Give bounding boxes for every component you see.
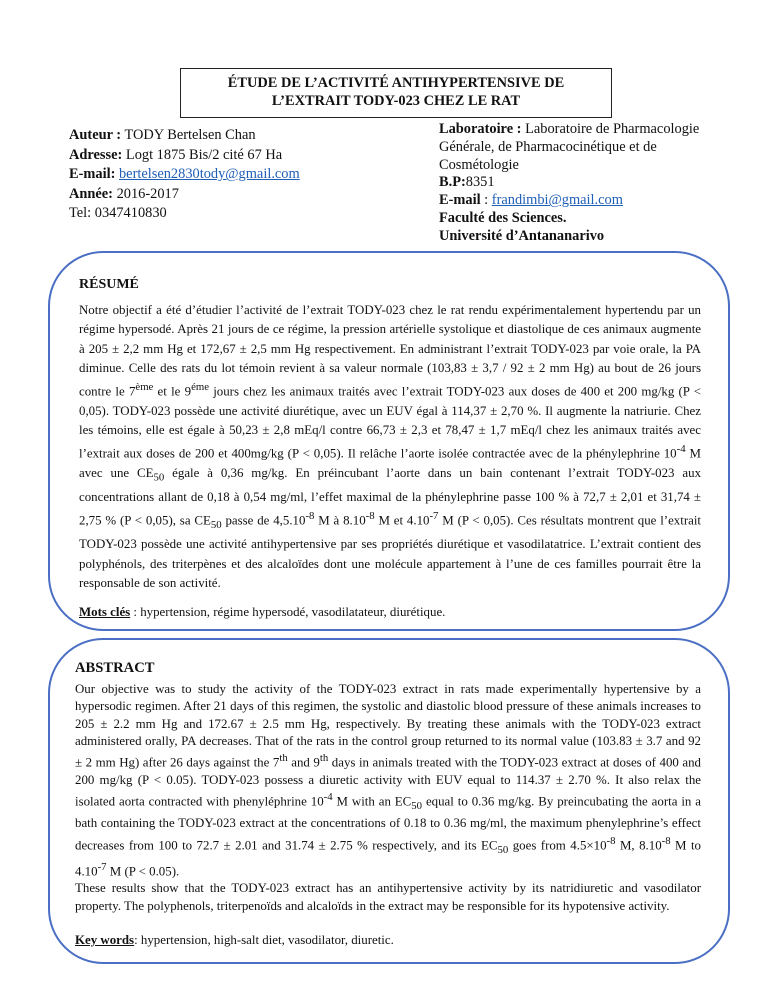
bp-value: 8351 (465, 174, 495, 191)
bp-label: B.P: (439, 174, 466, 191)
title-line-2: L’EXTRAIT TODY-023 CHEZ LE RAT (271, 93, 521, 109)
year-value: 2016-2017 (116, 185, 179, 202)
lab-info (439, 121, 729, 246)
lab-label: Laboratoire : (439, 121, 522, 137)
lab-line (439, 121, 729, 174)
author-name: TODY Bertelsen Chan (124, 127, 256, 143)
resume-keywords-label: Mots clés (79, 605, 131, 620)
resume-box (48, 251, 730, 631)
tel-line: Tel: 0347410830 (69, 205, 167, 221)
address-label: Adresse: (69, 146, 123, 163)
address-value: Logt 1875 Bis/2 cité 67 Ha (125, 146, 283, 163)
lab-email-line (439, 192, 729, 210)
resume-text: Notre objectif a été d’étudier l’activité de l’extrait TODY-023 chez le rat rendu expérimentalement hypertendu par un régime hypersodé. Après 21 jours de ce régime, la pression artérielle systolique et diastolique de ces animaux augmente à 205 ± 2,2 mm Hg et 172,67 ± 2,5 mm Hg respectivement. En administrant l’extrait TODY-023 par voie orale, la PA diminue. Celle des rats du lot témoin revient à sa valeur normale (103,83 ± 3,7 / 92 ± 2 mm Hg) au bout de 26 jours contre le 7ème et le $9^{éme}$ jours chez les animaux traités avec l’extrait TODY-023 aux doses de 400 et 200 mg/kg (P < 0,05). TODY-023 possède une activité diurétique, avec un EUV égal à 114,37 ± 2,70 %. Il augmente la natriurie. Chez les témoins, elle est égale à 50,23 ± 2,8 mEq/l contre 66,73 ± 2,3 et 78,47 ± 1,7 mEq/l chez les animaux traités avec l’extrait aux doses de 200 et 400mg/kg (P < 0,05). Il relâche l’aorte isolée contractée avec de la phénylephrine $10^{-4}$ M avec une $CE_{50}$ égale à 0,36 mg/kg. En préincubant l’aorte dans un bain contenant l’extrait TODY-023 aux concentrations allant de 0,18 à 0,54 mg/ml, l’effet maximal de la phénylephrine passe 100 % à 72,7 ± 2,01 et 31,74 ± 2,75 % (P < 0,05), sa $CE_{50}$ passe de $4,5.10^{-8}$ M à $8.10^{-8}$ M et $4.10^{-7}$ M (P < 0,05). Ces résultats montrent que l’extrait TODY-023 possède une activité antihypertensive par ses propriétés diurétique et vasodilatatrice. L’extrait contient des polyphénols, des triterpènes et des alcaloïdes dont une molécule appartement à l’une de ces familles pourrait être la responsable de son activité. (79, 303, 702, 590)
resume-keywords (79, 603, 701, 622)
abstract-keywords-text: : hypertension, high-salt diet, vasodilator, diuretic. (134, 932, 394, 947)
year-label: Année: (69, 185, 113, 202)
abstract-box (48, 638, 730, 964)
bp-line (439, 174, 729, 192)
abstract-conclusion: These results show that the TODY-023 extract has an antihypertensive activity by its natridiuretic and vasodilator property. The polyphenols, triterpenoïds and alcaloïds in the extract may be responsible for its hypotensive activity. (75, 881, 701, 913)
lab-name: Laboratoire de Pharmacologie Générale, de Pharmacocinétique et de Cosmétologie (439, 121, 700, 173)
abstract-keywords (75, 932, 701, 949)
lab-email-sep: : (480, 192, 492, 209)
title-line-1: ÉTUDE DE L’ACTIVITÉ ANTIHYPERTENSIVE DE (227, 75, 565, 91)
lab-email-label: E-mail (439, 192, 481, 209)
resume-keywords-text: : hypertension, régime hypersodé, vasodilatateur, diurétique. (130, 605, 446, 620)
university: Université d’Antananarivo (439, 227, 605, 244)
abstract-text: Our objective was to study the activity of the TODY-023 extract in rats made experimentally hypertensive by a hypersodic regimen. After 21 days of this regimen, the systolic and diastolic blood pressure of these animals increases to 205 ± 2.2 mm Hg and 172.67 ± 2.5 mm Hg, respectively. By treating these animals with the TODY-023 extract administered orally, PA decreases. That of the rats in the control group returned to its normal value (103.83 ± 3.7 and 92 ± 2 mm Hg) after 26 days against the 7th and 9th days in animals treated with the TODY-023 extract at doses of 400 and 200 mg/kg (P < 0.05). TODY-023 possess a diuretic activity with EUV equal to 114.37 ± 2.70 %. It also relax the isolated aorta contracted with phenyléphrine $10^{-4}$ M with an $EC_{50}$ equal to 0.36 mg/kg. By preincubating the aorta in a bath containing the TODY-023 extract at the concentrations of 0.18 to 0.36 mg/ml, the maximum phenylephrine’s effect decreases from 100 to 72.7 ± 2.01 and 31.74 ± 2.75 % respectively, and its $EC_{50}$ goes from $4.5\times 10^{-8}$ M, $8.10^{-8}$ M to $4.10^{-7}$ M (P < 0.05). (75, 682, 702, 879)
faculty: Faculté des Sciences. (439, 209, 567, 226)
author-email-line (69, 165, 419, 185)
author-line (69, 126, 419, 146)
document-title (180, 68, 612, 118)
lab-email-link[interactable]: frandimbi@gmail.com (491, 192, 623, 209)
address-line (69, 146, 419, 166)
resume-heading: RÉSUMÉ (79, 277, 139, 292)
abstract-keywords-label: Key words (75, 932, 135, 947)
author-info (69, 126, 419, 224)
year-line (69, 185, 419, 205)
author-label: Auteur : (69, 127, 122, 143)
abstract-heading: ABSTRACT (75, 660, 155, 676)
author-email-label: E-mail: (69, 166, 116, 182)
author-email-link[interactable]: bertelsen2830tody@gmail.com (118, 166, 300, 182)
